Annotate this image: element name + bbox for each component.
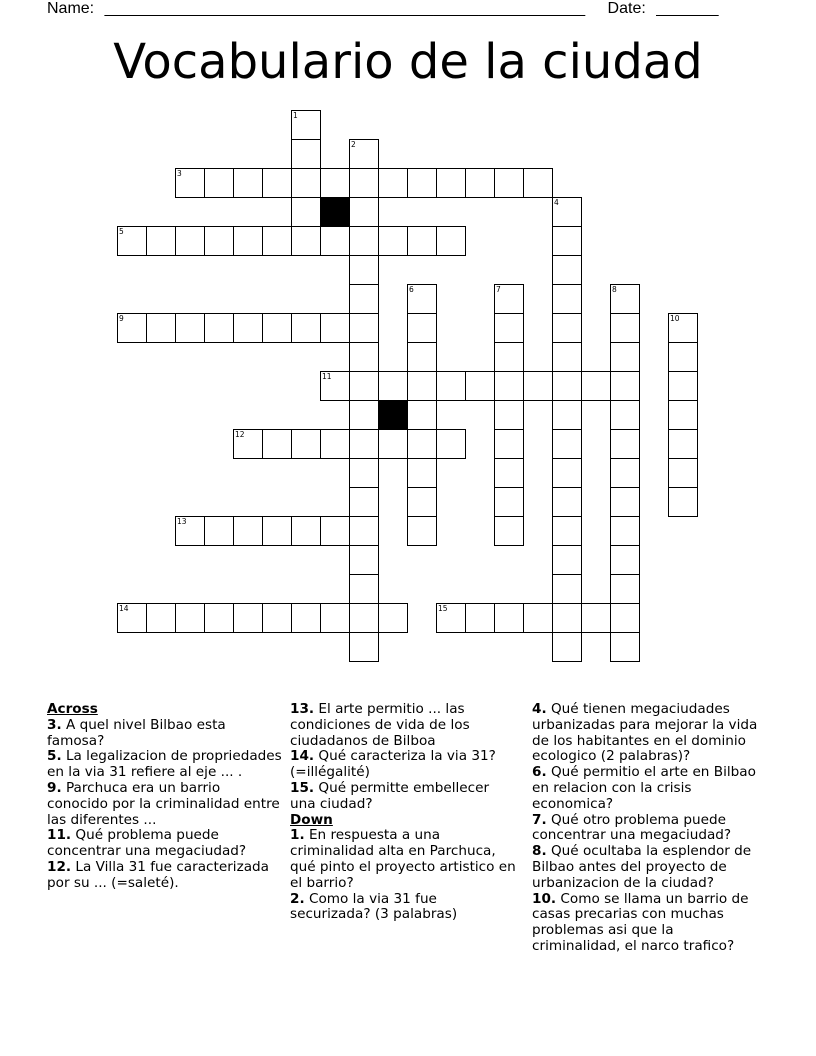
- grid-cell[interactable]: [668, 342, 698, 372]
- clue-number: 9.: [47, 779, 62, 796]
- grid-cell[interactable]: [146, 226, 176, 256]
- grid-cell[interactable]: [349, 226, 379, 256]
- clue-text: Qué caracteriza la via 31? (=illégalité): [290, 748, 496, 781]
- grid-cell[interactable]: [378, 429, 408, 459]
- clue-number: 4.: [532, 701, 547, 717]
- grid-cell[interactable]: [378, 168, 408, 198]
- clue-number: 12.: [47, 858, 72, 875]
- grid-cell[interactable]: [204, 168, 234, 198]
- grid-cell[interactable]: [610, 574, 640, 604]
- grid-cell[interactable]: [552, 574, 582, 604]
- grid-cell[interactable]: [117, 226, 147, 256]
- grid-cell[interactable]: [291, 603, 321, 633]
- grid-cell[interactable]: [407, 371, 437, 401]
- clues-column-2: [290, 702, 518, 923]
- cell-number: 9: [119, 314, 124, 323]
- grid-cell[interactable]: [320, 168, 350, 198]
- grid-cell[interactable]: [291, 429, 321, 459]
- grid-cell[interactable]: [378, 226, 408, 256]
- grid-cell[interactable]: [465, 371, 495, 401]
- grid-cell[interactable]: [436, 429, 466, 459]
- grid-cell[interactable]: [610, 284, 640, 314]
- grid-cell[interactable]: [204, 603, 234, 633]
- grid-cell[interactable]: [378, 603, 408, 633]
- grid-cell[interactable]: [262, 603, 292, 633]
- grid-cell[interactable]: [494, 603, 524, 633]
- grid-cell[interactable]: [407, 284, 437, 314]
- grid-cell[interactable]: [436, 226, 466, 256]
- grid-cell[interactable]: [349, 487, 379, 517]
- clue-number: 1.: [290, 827, 305, 844]
- grid-cell[interactable]: [494, 487, 524, 517]
- grid-cell[interactable]: [668, 458, 698, 488]
- cell-number: 12: [235, 430, 245, 439]
- grid-cell[interactable]: [407, 516, 437, 546]
- grid-cell[interactable]: [552, 632, 582, 662]
- grid-cell[interactable]: [407, 487, 437, 517]
- grid-cell[interactable]: [552, 545, 582, 575]
- grid-cell[interactable]: [175, 226, 205, 256]
- clue-text: La legalizacion de propriedades en la via 31 refiere al eje ... .: [47, 748, 282, 781]
- grid-cell[interactable]: [291, 313, 321, 343]
- clue-item: [290, 892, 518, 924]
- grid-cell[interactable]: [233, 313, 263, 343]
- grid-cell[interactable]: [349, 139, 379, 169]
- grid-cell[interactable]: [407, 313, 437, 343]
- clue-text: Como la via 31 fue securizada? (3 palabras): [290, 890, 458, 923]
- grid-cell[interactable]: [117, 313, 147, 343]
- grid-cell[interactable]: [204, 226, 234, 256]
- grid-cell[interactable]: [349, 342, 379, 372]
- grid-cell[interactable]: [407, 458, 437, 488]
- grid-cell[interactable]: [494, 400, 524, 430]
- cell-number: 11: [322, 372, 332, 381]
- grid-cell[interactable]: [552, 226, 582, 256]
- clue-number: 14.: [290, 748, 315, 765]
- grid-cell[interactable]: [552, 197, 582, 227]
- grid-cell[interactable]: [175, 313, 205, 343]
- grid-cell[interactable]: [610, 603, 640, 633]
- grid-cell[interactable]: [349, 284, 379, 314]
- grid-cell[interactable]: [523, 603, 553, 633]
- grid-cell[interactable]: [552, 400, 582, 430]
- clue-item: [532, 702, 764, 765]
- grid-cell[interactable]: [610, 632, 640, 662]
- grid-cell[interactable]: [320, 516, 350, 546]
- grid-cell[interactable]: [291, 168, 321, 198]
- clue-item: [290, 749, 518, 781]
- clue-item: [290, 828, 518, 891]
- grid-cell[interactable]: [349, 574, 379, 604]
- cell-number: 3: [177, 169, 182, 178]
- grid-cell[interactable]: [320, 313, 350, 343]
- grid-cell[interactable]: [349, 197, 379, 227]
- grid-cell[interactable]: [407, 168, 437, 198]
- clue-heading: Down: [290, 811, 333, 828]
- grid-cell[interactable]: [291, 226, 321, 256]
- grid-cell[interactable]: [494, 371, 524, 401]
- grid-cell[interactable]: [233, 168, 263, 198]
- grid-cell[interactable]: [175, 168, 205, 198]
- grid-cell[interactable]: [262, 168, 292, 198]
- grid-cell[interactable]: [349, 458, 379, 488]
- grid-cell[interactable]: [552, 371, 582, 401]
- grid-cell[interactable]: [349, 168, 379, 198]
- grid-cell[interactable]: [494, 168, 524, 198]
- cell-number: 7: [496, 285, 501, 294]
- cell-number: 4: [554, 198, 559, 207]
- grid-cell[interactable]: [291, 139, 321, 169]
- grid-cell[interactable]: [407, 342, 437, 372]
- blocked-cell: [320, 197, 350, 227]
- grid-cell[interactable]: [349, 516, 379, 546]
- grid-cell[interactable]: [407, 429, 437, 459]
- clues-column-1: [47, 702, 283, 892]
- cell-number: 1: [293, 111, 298, 120]
- grid-cell[interactable]: [494, 284, 524, 314]
- grid-cell[interactable]: [465, 603, 495, 633]
- grid-cell[interactable]: [552, 487, 582, 517]
- grid-cell[interactable]: [523, 371, 553, 401]
- grid-cell[interactable]: [407, 400, 437, 430]
- clue-number: 2.: [290, 890, 305, 907]
- clue-item: [532, 765, 764, 812]
- clue-text: Qué problema puede concentrar una megaciudad?: [47, 827, 247, 860]
- grid-cell[interactable]: [523, 168, 553, 198]
- grid-cell[interactable]: [552, 603, 582, 633]
- grid-cell[interactable]: [552, 313, 582, 343]
- clue-text: Qué ocultaba la esplendor de Bilbao antes del proyecto de urbanizacion de la ciudad?: [532, 843, 752, 891]
- clue-number: 11.: [47, 827, 72, 844]
- grid-cell[interactable]: [610, 342, 640, 372]
- clue-item: [47, 718, 283, 750]
- clue-item: [532, 892, 764, 955]
- grid-cell[interactable]: [610, 487, 640, 517]
- name-field[interactable]: ______________________________________________________: [104, 0, 586, 17]
- clue-number: 8.: [532, 843, 547, 860]
- grid-cell[interactable]: [668, 429, 698, 459]
- grid-cell[interactable]: [610, 313, 640, 343]
- date-field[interactable]: _______: [656, 0, 719, 17]
- grid-cell[interactable]: [610, 400, 640, 430]
- grid-cell[interactable]: [668, 487, 698, 517]
- grid-cell[interactable]: [407, 226, 437, 256]
- grid-cell[interactable]: [233, 603, 263, 633]
- grid-cell[interactable]: [610, 458, 640, 488]
- clue-text: Parchuca era un barrio conocido por la criminalidad entre las diferentes ...: [47, 779, 280, 828]
- grid-cell[interactable]: [552, 516, 582, 546]
- cell-number: 10: [670, 314, 680, 323]
- grid-cell[interactable]: [349, 603, 379, 633]
- date-label: Date:: [607, 0, 646, 17]
- grid-cell[interactable]: [581, 603, 611, 633]
- grid-cell[interactable]: [291, 110, 321, 140]
- clue-number: 10.: [532, 890, 557, 907]
- cell-number: 6: [409, 285, 414, 294]
- clue-text: Qué otro problema puede concentrar una megaciudad?: [532, 811, 732, 844]
- clue-number: 6.: [532, 764, 547, 781]
- grid-cell[interactable]: [436, 168, 466, 198]
- grid-cell[interactable]: [175, 516, 205, 546]
- grid-cell[interactable]: [552, 342, 582, 372]
- cell-number: 14: [119, 604, 129, 613]
- grid-cell[interactable]: [349, 255, 379, 285]
- grid-cell[interactable]: [349, 400, 379, 430]
- page-title: Vocabulario de la ciudad: [113, 34, 703, 90]
- grid-cell[interactable]: [262, 313, 292, 343]
- grid-cell[interactable]: [320, 371, 350, 401]
- cell-number: 15: [438, 604, 448, 613]
- grid-cell[interactable]: [146, 603, 176, 633]
- grid-cell[interactable]: [117, 603, 147, 633]
- clue-item: [47, 781, 283, 828]
- grid-cell[interactable]: [233, 516, 263, 546]
- clue-number: 5.: [47, 748, 62, 765]
- grid-cell[interactable]: [465, 168, 495, 198]
- clue-text: En respuesta a una criminalidad alta en Parchuca, qué pinto el proyecto artistico en el barrio?: [290, 827, 516, 891]
- name-label: Name:: [47, 0, 95, 17]
- grid-cell[interactable]: [610, 371, 640, 401]
- grid-cell[interactable]: [552, 429, 582, 459]
- clue-item: [47, 749, 283, 781]
- cell-number: 13: [177, 517, 187, 526]
- grid-cell[interactable]: [668, 400, 698, 430]
- grid-cell[interactable]: [262, 429, 292, 459]
- clues-column-3: [532, 702, 764, 955]
- grid-cell[interactable]: [552, 458, 582, 488]
- clue-heading: Across: [47, 701, 98, 717]
- grid-cell[interactable]: [146, 313, 176, 343]
- grid-cell[interactable]: [436, 371, 466, 401]
- grid-cell[interactable]: [262, 516, 292, 546]
- clue-item: [532, 813, 764, 845]
- grid-cell[interactable]: [262, 226, 292, 256]
- grid-cell[interactable]: [378, 371, 408, 401]
- cell-number: 5: [119, 227, 124, 236]
- grid-cell[interactable]: [233, 429, 263, 459]
- clue-number: 15.: [290, 779, 315, 796]
- clue-item: [290, 702, 518, 749]
- grid-cell[interactable]: [552, 255, 582, 285]
- grid-cell[interactable]: [668, 371, 698, 401]
- blocked-cell: [378, 400, 408, 430]
- grid-cell[interactable]: [175, 603, 205, 633]
- grid-cell[interactable]: [668, 313, 698, 343]
- grid-cell[interactable]: [320, 429, 350, 459]
- grid-cell[interactable]: [320, 603, 350, 633]
- grid-cell[interactable]: [494, 429, 524, 459]
- grid-cell[interactable]: [291, 197, 321, 227]
- cell-number: 2: [351, 140, 356, 149]
- cell-number: 8: [612, 285, 617, 294]
- grid-cell[interactable]: [610, 516, 640, 546]
- clue-text: Qué permitte embellecer una ciudad?: [290, 779, 490, 812]
- clue-item: [47, 828, 283, 860]
- grid-cell[interactable]: [610, 545, 640, 575]
- grid-cell[interactable]: [581, 371, 611, 401]
- grid-cell[interactable]: [233, 226, 263, 256]
- grid-cell[interactable]: [494, 516, 524, 546]
- grid-cell[interactable]: [349, 313, 379, 343]
- clue-number: 7.: [532, 811, 547, 828]
- clue-item: [47, 860, 283, 892]
- grid-cell[interactable]: [349, 371, 379, 401]
- grid-cell[interactable]: [494, 313, 524, 343]
- grid-cell[interactable]: [320, 226, 350, 256]
- grid-cell[interactable]: [204, 516, 234, 546]
- grid-cell[interactable]: [610, 429, 640, 459]
- clue-text: Como se llama un barrio de casas precarias con muchas problemas asi que la criminalidad, el narco trafico?: [532, 890, 749, 954]
- clue-text: Qué permitio el arte en Bilbao en relacion con la crisis economica?: [532, 764, 756, 812]
- clue-number: 13.: [290, 701, 315, 717]
- clue-item: [532, 844, 764, 891]
- clue-number: 3.: [47, 716, 62, 733]
- clue-item: [290, 781, 518, 813]
- grid-cell[interactable]: [349, 429, 379, 459]
- clue-text: A quel nivel Bilbao esta famosa?: [47, 716, 226, 749]
- grid-cell[interactable]: [291, 516, 321, 546]
- grid-cell[interactable]: [552, 284, 582, 314]
- grid-cell[interactable]: [349, 632, 379, 662]
- grid-cell[interactable]: [494, 458, 524, 488]
- clue-text: El arte permitio ... las condiciones de vida de los ciudadanos de Bilboa: [290, 701, 470, 749]
- grid-cell[interactable]: [436, 603, 466, 633]
- clue-text: Qué tienen megaciudades urbanizadas para mejorar la vida de los habitantes en el dominio ecologico (2 palabras)?: [532, 701, 758, 765]
- clue-text: La Villa 31 fue caracterizada por su ... (=saleté).: [47, 858, 270, 891]
- grid-cell[interactable]: [494, 342, 524, 372]
- grid-cell[interactable]: [349, 545, 379, 575]
- grid-cell[interactable]: [204, 313, 234, 343]
